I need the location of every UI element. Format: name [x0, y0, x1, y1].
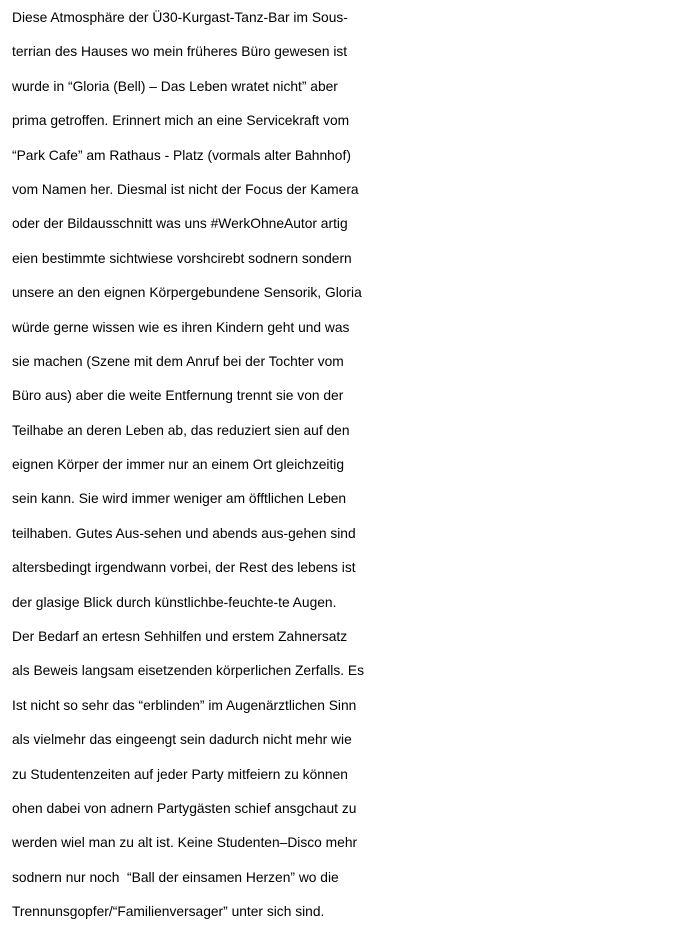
text-line: zu Studentenzeiten auf jeder Party mitfeiern zu können — [12, 766, 348, 782]
text-line: sodnern nur noch “Ball der einsamen Herzen” wo die — [12, 869, 339, 885]
text-line: prima getroffen. Erinnert mich an eine Servicekraft vom — [12, 113, 350, 129]
text-line: als vielmehr das eingeengt sein dadurch nicht mehr wie — [12, 732, 352, 748]
text-line: oder der Bildausschnitt was uns #WerkOhneAutor artig — [12, 216, 348, 232]
text-line: sie machen (Szene mit dem Anruf bei der Tochter vom — [12, 353, 344, 369]
text-line: unsere an den eignen Körpergebundene Sensorik, Gloria — [12, 285, 362, 301]
text-line: vom Namen her. Diesmal ist nicht der Focus der Kamera — [12, 181, 359, 197]
text-line: wurde in “Gloria (Bell) – Das Leben wratet nicht” aber — [12, 78, 338, 94]
text-line: Diese Atmosphäre der Ü30-Kurgast-Tanz-Bar im Sous- — [12, 10, 348, 25]
text-line: Der Bedarf an ertesn Sehhilfen und erstem Zahnersatz — [12, 629, 348, 645]
text-line: altersbedingt irgendwann vorbei, der Rest des lebens ist — [12, 560, 356, 576]
text-line: “Park Cafe” am Rathaus - Platz (vormals alter Bahnhof) — [12, 147, 351, 163]
text-line: ohen dabei von adnern Partygästen schief ansgchaut zu — [12, 800, 357, 816]
text-line: Trennunsgopfer/“Familienversager” unter sich sind. — [12, 904, 325, 920]
text-line: würde gerne wissen wie es ihren Kindern geht und was — [12, 319, 350, 335]
text-line: teilhaben. Gutes Aus-sehen und abends aus-gehen sind — [12, 525, 356, 541]
text-line: als Beweis langsam eisetzenden körperlichen Zerfalls. Es — [12, 663, 364, 679]
text-line: Ist nicht so sehr das “erblinden” im Augenärztlichen Sinn — [12, 697, 357, 713]
text-line: Teilhabe an deren Leben ab, das reduziert sien auf den — [12, 422, 350, 438]
text-line: eien bestimmte sichtwiese vorshcirebt sodnern sondern — [12, 250, 352, 266]
text-line: werden wiel man zu alt ist. Keine Studenten–Disco mehr — [12, 835, 358, 851]
text-line: terrian des Hauses wo mein früheres Büro gewesen ist — [12, 44, 348, 60]
body-text — [12, 1, 684, 930]
text-line: der glasige Blick durch künstlichbe-feuchte-te Augen. — [12, 594, 337, 610]
text-line: Büro aus) aber die weite Entfernung trennt sie von der — [12, 388, 344, 404]
text-line: sein kann. Sie wird immer weniger am öfftlichen Leben — [12, 491, 347, 507]
text-line: eignen Körper der immer nur an einem Ort gleichzeitig — [12, 457, 345, 473]
